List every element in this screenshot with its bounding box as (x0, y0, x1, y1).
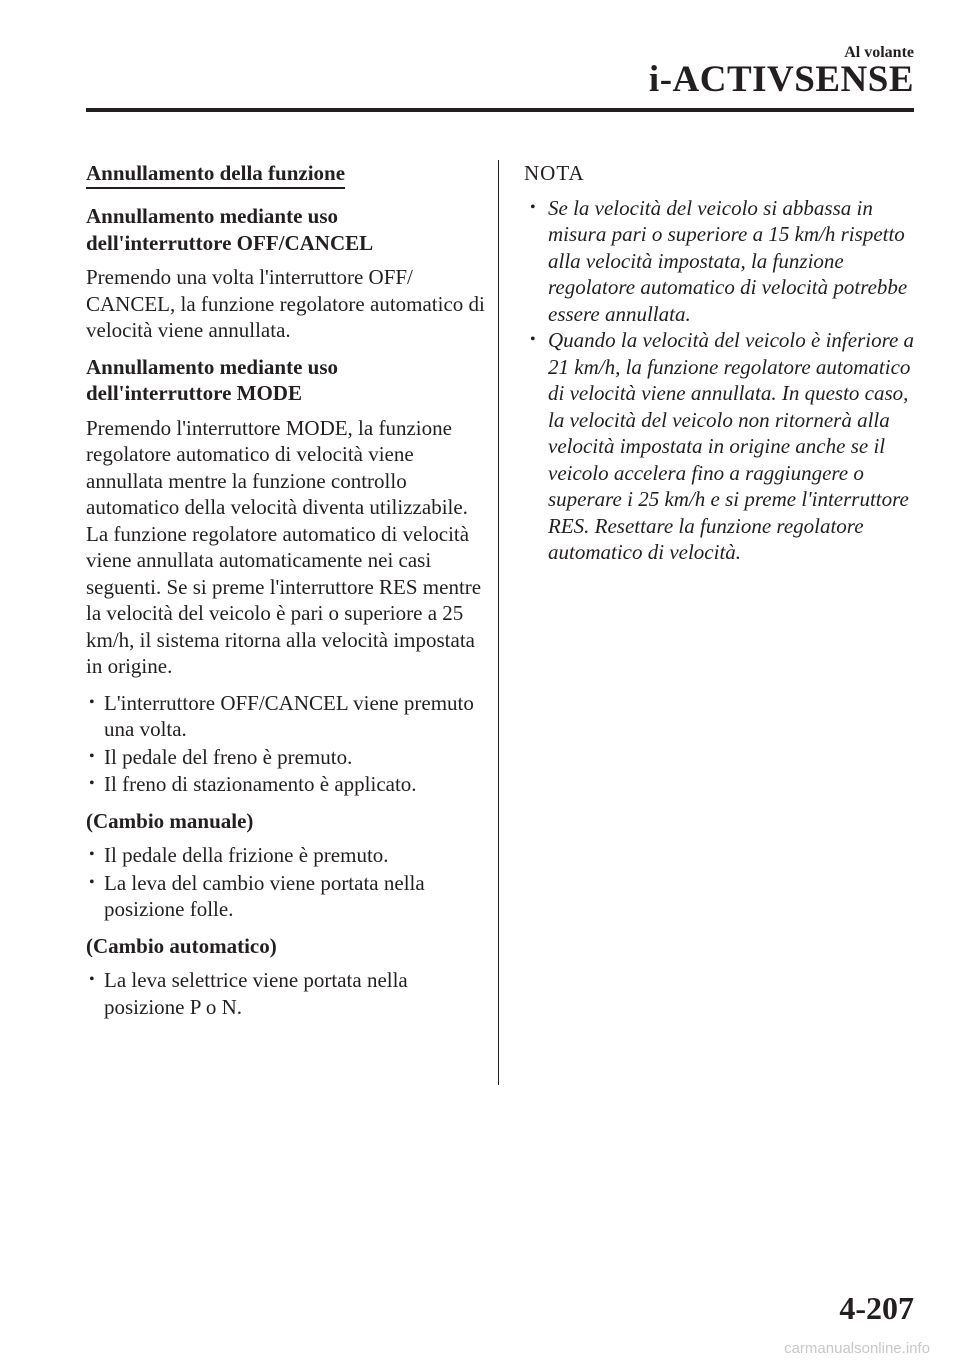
bullet-list (86, 690, 486, 798)
bullet-icon: • (89, 693, 95, 711)
list-item (86, 870, 486, 923)
note-item-text: Se la velocità del veicolo si abbassa in misura pari o superiore a 15 km/h rispetto alla velocità impostata, la funzione regolatore automatico di velocità potrebbe essere annullata. (548, 195, 908, 326)
bullet-icon: • (89, 747, 95, 765)
list-item-text: Il pedale della frizione è premuto. (104, 843, 389, 867)
note-item (524, 327, 918, 566)
bullet-icon: • (530, 331, 536, 348)
paragraph: Premendo l'interruttore MODE, la funzione regolatore automatico di velocità viene annullata mentre la funzione controllo automatico della velocità diventa utilizzabile. (86, 415, 468, 519)
left-column (86, 160, 486, 1030)
subheading-mode (86, 354, 486, 407)
list-item (86, 771, 486, 798)
subheading-line: Annullamento mediante uso (86, 354, 339, 379)
list-item-text: Il freno di stazionamento è applicato. (104, 772, 417, 796)
list-item (86, 690, 486, 743)
list-item-text: La leva selettrice viene portata nella posizione P o N. (104, 968, 408, 1019)
paragraph: Premendo una volta l'interruttore OFF/ CANCEL, la funzione regolatore automatico di velocità viene annullata. (86, 265, 485, 342)
subheading-manual: (Cambio manuale) (86, 808, 254, 833)
list-item (86, 744, 486, 771)
bullet-icon: • (89, 873, 95, 891)
bullet-list (86, 842, 486, 923)
list-item (86, 842, 486, 869)
bullet-list (86, 967, 486, 1020)
paragraph: La funzione regolatore automatico di velocità viene annullata automaticamente nei casi seguenti. Se si preme l'interruttore RES mentre la velocità del veicolo è pari o superiore a 25 km/h, il sistema ritorna alla velocità impostata in origine. (86, 521, 482, 678)
note-item-text: Quando la velocità del veicolo è inferiore a 21 km/h, la funzione regolatore automatico di velocità viene annullata. In questo caso, la velocità del veicolo non ritornerà alla velocità impostata in origine anche se il veicolo accelera fino a raggiungere o superare i 25 km/h e si preme l'interruttore RES. Resettare la funzione regolatore automatico di velocità. (548, 328, 915, 564)
note-item (524, 195, 918, 328)
subheading-line: dell'interruttore OFF/CANCEL (86, 230, 374, 255)
section-label: Al volante (844, 44, 914, 61)
bullet-icon: • (89, 775, 95, 792)
note-title: NOTA (524, 161, 585, 185)
note-list (524, 195, 918, 566)
column-divider (498, 160, 499, 1085)
subheading-automatic: (Cambio automatico) (86, 933, 277, 958)
subheading-line: dell'interruttore MODE (86, 381, 302, 405)
note-box (524, 160, 918, 566)
page-number: 4-207 (839, 1290, 914, 1326)
bullet-icon: • (89, 846, 95, 863)
list-item-text: Il pedale del freno è premuto. (104, 744, 353, 769)
subheading-off-cancel (86, 203, 486, 256)
chapter-title: i-ACTIVSENSE (648, 59, 914, 100)
section-heading: Annullamento della funzione (86, 160, 345, 189)
header-divider (86, 108, 914, 112)
list-item-text: L'interruttore OFF/CANCEL viene premuto una volta. (104, 690, 474, 741)
bullet-icon: • (530, 198, 536, 216)
bullet-icon: • (89, 971, 95, 988)
list-item (86, 967, 486, 1020)
subheading-line: Annullamento mediante uso (86, 204, 339, 228)
list-item-text: La leva del cambio viene portata nella posizione folle. (104, 870, 425, 921)
watermark: carmanualsonline.info (784, 1340, 930, 1357)
